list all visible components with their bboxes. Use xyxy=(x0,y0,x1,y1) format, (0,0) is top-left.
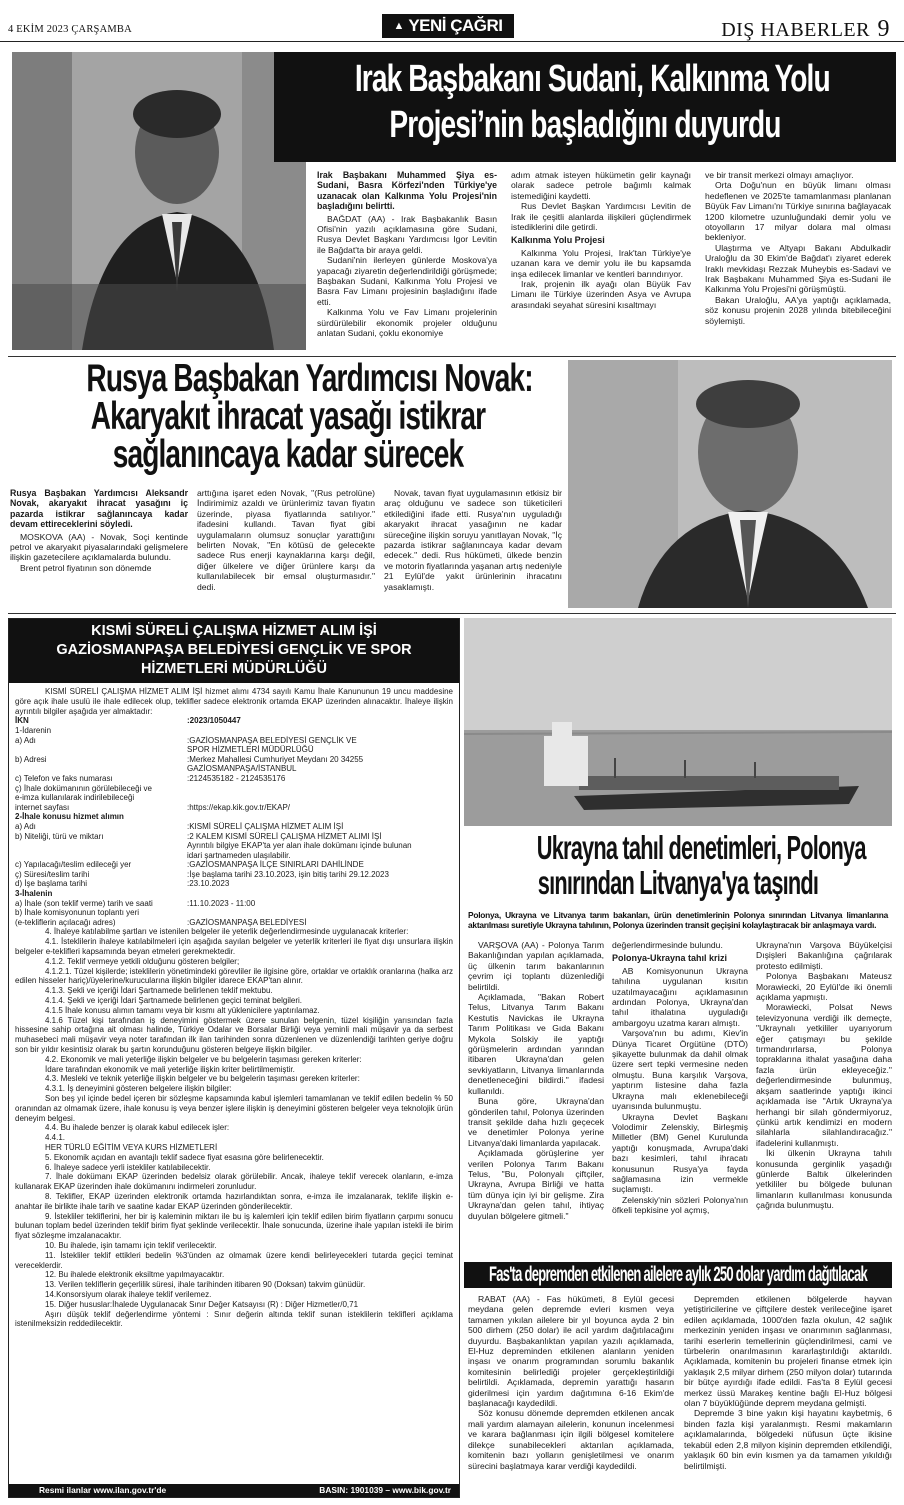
tender-ad-title-line2: GAZİOSMANPAŞA BELEDİYESİ GENÇLİK VE SPOR xyxy=(56,642,412,658)
tender-ad-info-row xyxy=(15,841,453,851)
logo-emblem-icon: ▲ xyxy=(393,20,405,32)
article2-col3 xyxy=(384,488,562,610)
article3-headline-line1: Ukrayna tahıl denetimleri, Polonya xyxy=(536,829,866,866)
tender-ad-info-row xyxy=(15,764,453,774)
tender-ad-info-key: b) Niteliği, türü ve miktarı xyxy=(15,831,104,841)
tender-ad-clauses xyxy=(15,927,453,1329)
tender-ad-clause: 7. İhale dokümanı EKAP üzerinden bedelsiz olarak görülebilir. Ancak, ihaleye teklif verecek olanların, e-imza kullanarak EKAP üzerinden ihale dokümanını indirmeleri zorunludur. xyxy=(15,1172,453,1192)
tender-ad-info-row xyxy=(15,889,453,899)
article1-paragraph: Kalkınma Yolu ve Fav Limanı projelerinin sürdürülebilir ekonomik projeler olduğunu anlatan Sudani, çoklu ekonomiye xyxy=(317,307,497,339)
tender-ad-info-key: c) Yapılacağı/teslim edileceği yer xyxy=(15,860,132,870)
novak-photo xyxy=(568,360,892,608)
tender-ad-info-row xyxy=(15,879,453,889)
article4-headline xyxy=(464,1262,892,1288)
tender-ad-body xyxy=(9,683,459,1329)
article3-col3 xyxy=(756,940,892,1258)
article3-paragraph: Ukrayna'nın Varşova Büyükelçisi Dışişleri Bakanlığına çağrılarak protesto edilmişti. xyxy=(756,940,892,971)
article2-paragraph: arttığına işaret eden Novak, "(Rus petrolüne) İndirimimiz azaldı ve ürünlerimiz tavan fiyatın üzerinde, piyasa fiyatlarında satılıyor." ifadesini kullandı. Tavan fiyat gibi uygulamaların olumsuz sonuçlar yarattığını belirten Novak, "En kötüsü de gelecekte sadece Rus enerji kaynaklarına karşı değil, diğer ülkelere ve diğer ürünlere karşı da kullanılabilecek bir emsal oluşturmasıdır." dedi. xyxy=(197,488,375,592)
article1-paragraph: Kalkınma Yolu Projesi, Irak'tan Türkiye'ye uzanan kara ve demir yolu ile bu kapsamda inşa edilecek limanlar ve kentleri barındırıyor. xyxy=(511,247,691,279)
article2-headline-line1: Rusya Başbakan Yardımcısı Novak: xyxy=(86,357,533,400)
tender-ad-title-line3: HİZMETLERİ MÜDÜRLÜĞÜ xyxy=(140,661,328,677)
article1-col2 xyxy=(511,170,691,354)
tender-ad-clause: 4.3. Mesleki ve teknik yeterliğe ilişkin belgeler ve bu belgelerin taşıması gereken kriterler: xyxy=(45,1074,360,1084)
article4-paragraph: Söz konusu dönemde depremden etkilenen ancak mali yardım alamayan ailelerin, konunun incelenmesi ve karara bağlanması için ilgili bölgesel komitelere dilekçe sunabilecekleri aktarılan açıklamada, komitenin bazı yolların genişletilmesi ve onarım sürecini başlatmaya karar verdiği kaydedildi. xyxy=(468,1408,674,1471)
tender-ad-info-value: :GAZİOSMANPAŞA BELEDİYESİ xyxy=(187,917,307,927)
divider xyxy=(8,613,896,614)
tender-ad-info-row xyxy=(15,899,453,909)
article3-col1 xyxy=(468,940,604,1258)
article1-paragraph: Orta Doğu'nun en büyük limanı olması hedeflenen ve 2025'te tamamlanması planlanan Büyük Fav Limanı'nı Türkiye sınırına bağlayacak 1200 kilometre uzunluğundaki demir yolu ve otoyolların 17 milyar dolara mal olması bekleniyor. xyxy=(705,180,891,243)
tender-ad-info-row xyxy=(15,822,453,832)
cargo-ship-photo xyxy=(464,618,892,826)
tender-ad-info-key: d) İşe başlama tarihi xyxy=(15,879,88,889)
article2-headline-line2: Akaryakıt ihracat yasağı istikrar xyxy=(90,395,486,438)
tender-ad-info-value: :KISMİ SÜRELİ ÇALIŞMA HİZMET ALIM İŞİ xyxy=(187,821,344,831)
tender-ad-info-value: :2 KALEM KISMİ SÜRELİ ÇALIŞMA HİZMET ALIMI İŞİ xyxy=(187,831,382,841)
tender-ad-info-value: :2124535182 - 2124535176 xyxy=(187,773,286,783)
tender-ad-clause: 14.Konsorsiyum olarak ihaleye teklif verilemez. xyxy=(45,1289,212,1299)
article3-subhead: Polonya-Ukrayna tahıl krizi xyxy=(612,953,728,964)
newspaper-logo xyxy=(382,14,514,38)
tender-ad-title xyxy=(9,619,459,683)
tender-ad-info-key: ç) Süresi/teslim tarihi xyxy=(15,869,90,879)
tender-ad-info-key: internet sayfası xyxy=(15,802,70,812)
article1-paragraph: BAĞDAT (AA) - Irak Başbakanlık Basın Ofisi'nin yazılı açıklamasına göre Sudani, Rusya Devlet Başkanı Yardımcısı Igor Levitin ile Bağdat'ta bir araya geldi. xyxy=(317,213,497,255)
tender-ad-info-key: 3-İhalenin xyxy=(15,889,53,899)
tender-ad-footer-left: Resmi ilanlar www.ilan.gov.tr'de xyxy=(39,1485,167,1495)
tender-ad-info-key: a) Adı xyxy=(15,735,36,745)
tender-ad-info-row xyxy=(15,860,453,870)
article3-paragraph: değerlendirmesinde bulundu. xyxy=(612,940,723,950)
tender-ad-info-row xyxy=(15,716,453,726)
tender-ad-clause: 4.1.6 Tüzel kişi tarafından iş deneyimini göstermek üzere sunulan belgenin, tüzel kişiliğin yarısından fazla hissesine sahip ortağına ait olması halinde, Türkiye Odalar ve Borsalar Birliği veya yeminli mali müşavir ya da serbest muhasebeci mali müşavir veya noter tarafından ilk ilan tarihinden sonra düzenlenen ve düzenlendiği tarihten geriye doğru son bir yıldır kesintisiz olarak bu şartın korunduğunu gösteren belgeye ilişkin bilgiler. xyxy=(15,1015,453,1055)
section-name xyxy=(721,16,890,43)
tender-ad-info-value: :GAZİOSMANPAŞA BELEDİYESİ GENÇLİK VE xyxy=(187,735,357,745)
article2-paragraph: MOSKOVA (AA) - Novak, Soçi kentinde petrol ve akaryakıt piyasalarındaki gelişmelere ilişkin gazetecilere açıklamalarda bulundu. xyxy=(10,531,188,563)
article1-paragraph: Ulaştırma ve Altyapı Bakanı Abdulkadir Uraloğlu da 30 Ekim'de Bağdat'ı ziyaret ederek Iraklı mevkidaşı Rezzak Muheybis es-Sadavi ve Irak Başbakanı Muhammed Şiya es-Sudani ile Kalkınma Yolu Projesi'ni görüşmüştü. xyxy=(705,242,891,295)
article3-paragraph: Polonya Başbakanı Mateusz Morawiecki, 20 Eylül'de iki önemli açıklama yapmıştı. xyxy=(756,971,892,1003)
tender-ad-footer-right: BASIN: 1901039 – www.bik.gov.tr xyxy=(319,1485,451,1495)
tender-ad-info-key: 2-İhale konusu hizmet alımın xyxy=(15,812,124,822)
tender-ad-info-value: :Merkez Mahallesi Cumhuriyet Meydanı 20 34255 xyxy=(187,754,364,764)
tender-ad-info-key: a) İhale (son teklif verme) tarih ve saati xyxy=(15,898,153,908)
tender-ad-clause: 4.1.2. Teklif vermeye yetkili olduğunu gösteren belgiler; xyxy=(45,956,240,966)
article4-col2 xyxy=(684,1294,892,1500)
novak-portrait-image xyxy=(568,360,892,608)
tender-ad-info-row xyxy=(15,755,453,765)
article2-paragraph: Novak, tavan fiyat uygulamasının etkisiz bir araç olduğunu ve sadece son tüketicileri etkilediğini ifade etti. Rusya'nın uyguladığı akaryakıt ihracat yasağının ne kadar süreceğine ilişkin soruyu yanıtlayan Novak, "İç pazarda istikrar sağlanıncaya kadar devam edecek." dedi. Rus hükümeti, ülkede benzin ve motorin fiyatlarında yaşanan artış nedeniyle 21 Eylül'de yakıt ürünlerinin ihracatını yasaklamıştı. xyxy=(384,488,562,592)
tender-ad-clause: 10. Bu ihalede, işin tamamı için teklif verilecektir. xyxy=(45,1240,217,1250)
tender-ad-info-key: 1-İdarenin xyxy=(15,725,52,735)
article3-paragraph: AB Komisyonunun Ukrayna tahılına uygulanan kısıtın uzatılmayacağını açıklamasının ardından Polonya, Ukrayna'dan tahıl ithalatına uyguladığı ambargoyu uzatma kararı almıştı. xyxy=(612,965,748,1028)
tender-ad-intro: KISMİ SÜRELİ ÇALIŞMA HİZMET ALIM İŞİ hizmet alımı 4734 sayılı Kamu İhale Kanununun 19 uncu maddesine göre açık ihale usulü ile ihale edilecek olup, teklifler sadece elektronik ortamda EKAP üzerinden alınacaktır. İhaleye ilişkin ayrıntılı bilgiler aşağıda yer almaktadır: xyxy=(15,687,453,716)
tender-ad-clause: 4.4. Bu ihalede benzer iş olarak kabul edilecek işler: xyxy=(45,1123,230,1133)
article4-paragraph: Depremden etkilenen bölgelerde hayvan yetiştiricilerine ve çiftçilere destek verileceğine işaret edilen açıklamada, 1000'den fazla okulun, 42 sağlık merkezinin yeniden inşası ve onarımının sağlanması, tarihi eserlerin temellerinin güçlendirilmesi, cami ve türbelerin onarılmasının kararlaştırıldığı aktarıldı. Açıklamada, komitenin bu projeleri finanse etmek için yaklaşık 2,5 milyar dirhem (250 milyon dolar) tutarında bir bütçe ayırdığı ifade edildi. Fas'ta 8 Eylül gecesi merkez üssü Marakeş kentine bağlı El-Huz bölgesi olan 7 büyüklüğünde deprem meydana gelmişti. xyxy=(684,1294,892,1409)
article4-paragraph: RABAT (AA) - Fas hükümeti, 8 Eylül gecesi meydana gelen depremde evleri kısmen veya tamamen yıkılan ailelere bir yıl boyunca ayda 2 bin 500 dirhem (250 dolar) ile acil yardım dağıtılacağını duyurdu. Başbakanlıktan yapılan yazılı açıklamada, El-Huz depreminden etkilenen alanların yeniden inşası ve onarım programından sorumlu bakanlık komitesinin belirlediği projeler gerçekleştirildiği belirtildi. Açıklamada, depremin yarattığı hasarın giderilmesi için yardım dağıtımına 6-16 Ekim'de başlanacağı kaydedildi. xyxy=(468,1294,674,1409)
tender-ad-info-row xyxy=(15,918,453,928)
tender-ad-info-key: c) Telefon ve faks numarası xyxy=(15,773,113,783)
tender-ad-info-key xyxy=(15,745,187,755)
tender-ad-info-value: :23.10.2023 xyxy=(187,879,230,889)
tender-ad-info-value: idari şartnameden ulaşılabilir. xyxy=(187,850,291,860)
article3-paragraph: Morawiecki, Polsat News televizyonuna verdiği ilk demeçte, "Ukraynalı yetkililer uyarıyorum eğer çatışmayı bu şekilde tırmandırırlarsa, Polonya topraklarına ithalat yasağına daha fazla ürün ekleyeceğiz." değerlendirmesinde bulunmuş, akşam saatlerinde yaptığı ikinci açıklamada ise "Artık Ukrayna'ya herhangi bir silah göndermiyoruz, çünkü artık kendimizi en modern silahlarla silahlandıracağız." ifadelerini kullanmıştı. xyxy=(756,1002,892,1148)
tender-ad-info-key: İKN xyxy=(15,716,29,726)
article2-col1 xyxy=(10,488,188,610)
tender-ad-info-row xyxy=(15,812,453,822)
sudani-photo xyxy=(12,52,306,350)
article1-col3 xyxy=(705,170,891,354)
article3-paragraph: Açıklamada, "Bakan Robert Telus, Litvanya Tarım Bakanı Kestutis Navickas ile Ukrayna Tarım Politikası ve Gıda Bakanı Mykola Solskiy ile yaptığı görüşmelerin ardından yarından itibaren Ukrayna'dan gelen sevkiyatların, Litvanya limanlarında denetleneceğini bildirdi." ifadesi kullanıldı. xyxy=(468,992,604,1096)
page-number: 9 xyxy=(877,16,890,42)
tender-ad-info-key: b) İhale komisyonunun toplantı yeri xyxy=(15,908,140,918)
tender-ad-clause: 13. Verilen tekliflerin geçerlilik süresi, ihale tarihinden itibaren 90 (Doksan) takvim günüdür. xyxy=(45,1280,366,1290)
tender-ad-info-key: e-imza kullanılarak indirilebileceği xyxy=(15,793,135,803)
article3-paragraph: Varşova'nın bu adımı, Kiev'in Dünya Ticaret Örgütüne (DTÖ) şikayette bulunmak da dahil olmak üzere sert tepki vermesine neden olmuştu. Buna karşılık Varşova, yaptırım listesine daha fazla Ukrayna malı eklenebileceği uyarısında bulunmuştu. xyxy=(612,1028,748,1112)
tender-ad-info-key xyxy=(15,841,187,851)
article4-col1 xyxy=(468,1294,674,1500)
article2-col2 xyxy=(197,488,375,610)
tender-ad-clause: 4.1.2.1. Tüzel kişilerde; isteklilerin yönetimindeki görevliler ile ilgisine göre, ortaklar ve ortaklık oranlarına (halka arz edilen hisseler hariç)/üyelerine/kurucularına ilişkin bilgiler idarece EKAP'tan alınır. xyxy=(15,966,453,986)
tender-ad-info-row xyxy=(15,745,453,755)
tender-ad-info-row xyxy=(15,908,453,918)
tender-ad-info-row xyxy=(15,851,453,861)
tender-ad-clause: 4.1.3. Şekli ve içeriği İdari Şartnamede belirlenen teklif mektubu. xyxy=(45,986,273,996)
section-title: DIŞ HABERLER xyxy=(721,19,870,41)
article1-headline-line1: Irak Başbakanı Sudani, Kalkınma Yolu xyxy=(354,58,830,100)
tender-ad-info-key xyxy=(15,764,187,774)
article3-col2 xyxy=(612,940,748,1258)
tender-ad-info-value: SPOR HİZMETLERİ MÜDÜRLÜĞÜ xyxy=(187,745,314,755)
tender-ad-info-key: b) Adresi xyxy=(15,754,47,764)
article2-headline-line3: sağlanıncaya kadar sürecek xyxy=(112,433,464,476)
article2-headline xyxy=(8,357,568,478)
article4-headline-text: Fas'ta depremden etkilenen ailelere aylık 250 dolar yardım dağıtılacak xyxy=(489,1263,867,1286)
article3-paragraph: İki ülkenin Ukrayna tahılı konusunda gerginlik yaşadığı günlerde Baltık ülkelerinden yetkililer bu bölgede bulunan limanların kullanılması konusunda çağrıda bulunmuştu. xyxy=(756,1148,892,1211)
article3-paragraph: Zelenskiy'nin sözleri Polonya'nın öfkeli tepkisine yol açmış, xyxy=(612,1194,748,1216)
tender-ad-info-row xyxy=(15,726,453,736)
tender-ad-clause: 9. İstekliler tekliflerini, her bir iş kaleminin miktarı ile bu iş kalemleri için teklif edilen birim fiyatların çarpımı sonucu bulunan toplam bedel üzerinden teklif birim fiyat şeklinde verilecektir. İhale sonucunda, üzerine ihale yapılan istekli ile birim fiyat sözleşme imzalanacaktır. xyxy=(15,1211,453,1241)
tender-ad-info-key: (e-tekliflerin açılacağı adres) xyxy=(15,917,116,927)
tender-ad-clause: 6. İhaleye sadece yerli istekliler katılabilecektir. xyxy=(45,1162,211,1172)
tender-ad-info-key: a) Adı xyxy=(15,821,36,831)
tender-ad-clause: 4.4.1. xyxy=(45,1133,66,1143)
article1-headline-line2: Projesi’nin başladığını duyurdu xyxy=(389,104,781,146)
masthead xyxy=(0,0,904,42)
article2-paragraph: Brent petrol fiyatının son dönemde xyxy=(20,562,152,573)
article3-paragraph: VARŞOVA (AA) - Polonya Tarım Bakanlığından yapılan açıklamada, üç ülkenin tarım bakanlarının çevrim içi toplantı düzenlediği belirtildi. xyxy=(468,940,604,992)
tender-ad-clause: 15. Diğer hususlar:İhalede Uygulanacak Sınır Değer Katsayısı (R) : Diğer Hizmetler/0,71 xyxy=(45,1299,359,1309)
sudani-portrait-image xyxy=(12,52,306,350)
tender-ad-clause: 4.1. İsteklilerin ihaleye katılabilmeleri için aşağıda sayılan belgeler ve yeterlik kriterleri ile fiyat dışı unsurlara ilişkin belgeler e-teklifleri kapsamında beyan etmeleri gerekmektedir. xyxy=(15,937,453,957)
article1-paragraph: Sudani'nin ilerleyen günlerde Moskova'ya yapacağı ziyaretin değerlendirildiği görüşmede; Başbakan Sudani, Kalkınma Yolu Projesi ve Basra Fav Limanı projesinin başladığını ifade etti. xyxy=(317,255,497,307)
tender-ad-clause: 4.3.1. İş deneyimini gösteren belgelere ilişkin bilgiler: xyxy=(45,1084,232,1094)
issue-date: 4 EKİM 2023 ÇARŞAMBA xyxy=(8,24,132,35)
tender-ad xyxy=(8,618,460,1498)
article4-paragraph: Depremde 3 bine yakın kişi hayatını kaybetmiş, 6 binden fazla kişi yaralanmıştı. Resmi makamların açıklamalarında, bölgedeki nüfusun üçte ikisine tekabül eden 2,8 milyon kişinin depremden etkilendiği, yaklaşık 60 bin evin kısmen ya da tamamen yıkıldığı belirtilmişti. xyxy=(684,1408,892,1471)
tender-ad-clause: 4.1.5 İhale konusu alımın tamamı veya bir kısmı alt yüklenicilere yaptırılamaz. xyxy=(45,1005,320,1015)
article1-subhead: Kalkınma Yolu Projesi xyxy=(511,235,605,246)
article1-col1 xyxy=(317,170,497,354)
article3-paragraph: Buna göre, Ukrayna'dan gönderilen tahıl, Polonya üzerinden transit şekilde daha hızlı geçecek ve denetimler Polonya yerine Litvanya'daki limanlarda yapılacak. xyxy=(468,1096,604,1148)
tender-ad-clause: 4.2. Ekonomik ve mali yeterliğe ilişkin belgeler ve bu belgelerin taşıması gereken kriterler: xyxy=(45,1054,362,1064)
tender-ad-info-value: :11.10.2023 - 11:00 xyxy=(187,898,256,908)
tender-ad-info-key: ç) İhale dokümanının görülebileceği ve xyxy=(15,783,152,793)
tender-ad-info-value: :GAZİOSMANPAŞA İLÇE SINIRLARI DAHİLİNDE xyxy=(187,860,364,870)
tender-ad-info-value: :https://ekap.kik.gov.tr/EKAP/ xyxy=(187,802,291,812)
tender-ad-clause: Son beş yıl içinde bedel içeren bir sözleşme kapsamında kabul işlemleri tamamlanan ve teklif edilen bedelin % 50 oranından az olmamak üzere, ihale konusu iş veya benzer işlere ilişkin iş deneyimini gösteren belgeler veya teknolojik ürün deneyim belgesi. xyxy=(15,1094,453,1123)
article3-paragraph: Açıklamada görüşlerine yer verilen Polonya Tarım Bakanı Telus, "Bu, Polonyalı çiftçiler, Ukrayna, Avrupa Birliği ve hatta tüm dünya için iyi bir gelişme. Zira Ukrayna'dan gelen tahıl, ihtiyaç duyulan bölgelere gitmeli." xyxy=(468,1148,604,1221)
tender-ad-clause: 12. Bu ihalede elektronik eksiltme yapılmayacaktır. xyxy=(45,1270,225,1280)
article3-paragraph: Ukrayna Devlet Başkanı Volodimir Zelenskiy, Birleşmiş Milletler (BM) Genel Kurulunda yaptığı konuşmada, Avrupa'daki bazı kesimleri, tahıl ihracatı konusunun Rusya'ya fayda sağlamasına izin vermekle suçlamıştı. xyxy=(612,1111,748,1195)
tender-ad-info-row xyxy=(15,832,453,842)
article1-lead: Irak Başbakanı Muhammed Şiya es-Sudani, Basra Körfezi'nden Türkiye'ye uzanacak olan Kalkınma Yolu Projesi'nin başladığını belirtti. xyxy=(317,170,497,212)
cargo-ship-image xyxy=(464,618,892,826)
article1-paragraph: adım atmak isteyen hükümetin gelir kaynağı olarak sadece petrole bağımlı kalmak istemediğini kaydetti. xyxy=(511,170,691,201)
tender-ad-info-value: :2023/1050447 xyxy=(187,716,241,726)
logo-text: YENİ ÇAĞRI xyxy=(408,16,503,35)
tender-ad-footer xyxy=(9,1484,459,1497)
tender-ad-info-row xyxy=(15,784,453,794)
article1-paragraph: ve bir transit merkezi olmayı amaçlıyor. xyxy=(705,170,854,180)
tender-ad-clause: İdare tarafından ekonomik ve mali yeterliğe ilişkin kriter belirtilmemiştir. xyxy=(45,1064,295,1074)
article2-lead: Rusya Başbakan Yardımcısı Aleksandr Novak, akaryakıt ihracat yasağını iç pazarda istikrar sağlanıncaya kadar devam ettireceklerini söyledi. xyxy=(10,488,188,530)
tender-ad-clause: 8. Teklifler, EKAP üzerinden elektronik ortamda hazırlandıktan sonra, e-imza ile imzalanarak, teklife ilişkin e-anahtar ile birlikte ihale tarih ve saatine kadar EKAP üzerinden gönderilecektir. xyxy=(15,1191,453,1211)
tender-ad-info-row xyxy=(15,736,453,746)
tender-ad-clause: 4. İhaleye katılabilme şartları ve istenilen belgeler ile yeterlik değerlendirmesinde uygulanacak kriterler: xyxy=(45,927,409,937)
article1-paragraph: Bakan Uraloğlu, AA'ya yaptığı açıklamada, söz konusu projenin 2028 yılında bitebileceğini söylemişti. xyxy=(705,294,891,326)
article1-paragraph: Rus Devlet Başkan Yardımcısı Levitin de Irak ile çeşitli alanlarda ilişkileri güçlendirmek istediklerini dile getirdi. xyxy=(511,201,691,233)
tender-ad-clause: Aşırı düşük teklif değerlendirme yöntemi : Sınır değerin altında teklif sunan isteklilerin teklifleri açıklama istenilmeksizin reddedilecektir. xyxy=(15,1309,453,1329)
tender-ad-clause: HER TÜRLÜ EĞİTİM VEYA KURS HİZMETLERİ xyxy=(45,1142,218,1152)
article1-headline xyxy=(274,52,896,162)
article3-headline-line2: sınırından Litvanya'ya taşındı xyxy=(537,864,819,901)
tender-ad-info-row xyxy=(15,803,453,813)
tender-ad-info-value: GAZİOSMANPAŞA/İSTANBUL xyxy=(187,764,297,774)
article3-lead: Polonya, Ukrayna ve Litvanya tarım bakanları, ürün denetimlerinin Polonya sınırından Litvanya limanlarına aktarılması suretiyle Ukrayna tahılının, Polonya üzerinden transit geçişini kolaylaştıracak bir anlaşmaya vardı. xyxy=(468,910,888,931)
tender-ad-info-value: :İşe başlama tarihi 23.10.2023, işin bitiş tarihi 29.12.2023 xyxy=(187,869,389,879)
tender-ad-info-table xyxy=(15,716,453,927)
tender-ad-info-row xyxy=(15,793,453,803)
article1-paragraph: Irak, projenin ilk ayağı olan Büyük Fav Limanı ile Türkiye üzerinden Asya ve Avrupa arasındaki seyahat süresini kısaltmayı xyxy=(511,279,691,310)
article3-headline xyxy=(464,830,892,904)
tender-ad-info-value: Ayrıntılı bilgiye EKAP'ta yer alan ihale dokümanı içinde bulunan xyxy=(187,841,412,851)
tender-ad-info-row xyxy=(15,870,453,880)
tender-ad-clause: 11. İstekliler teklif ettikleri bedelin %3'ünden az olmamak üzere kendi belirleyecekleri tutarda geçici teminat vereceklerdir. xyxy=(15,1250,453,1270)
tender-ad-clause: 4.1.4. Şekli ve içeriği İdari Şartnamede belirlenen geçici teminat belgileri. xyxy=(45,996,303,1006)
tender-ad-title-line1: KISMİ SÜRELİ ÇALIŞMA HİZMET ALIM İŞİ xyxy=(91,623,377,639)
tender-ad-clause: 5. Ekonomik açıdan en avantajlı teklif sadece fiyat esasına göre belirlenecektir. xyxy=(45,1152,324,1162)
tender-ad-info-row xyxy=(15,774,453,784)
tender-ad-info-key xyxy=(15,851,187,861)
